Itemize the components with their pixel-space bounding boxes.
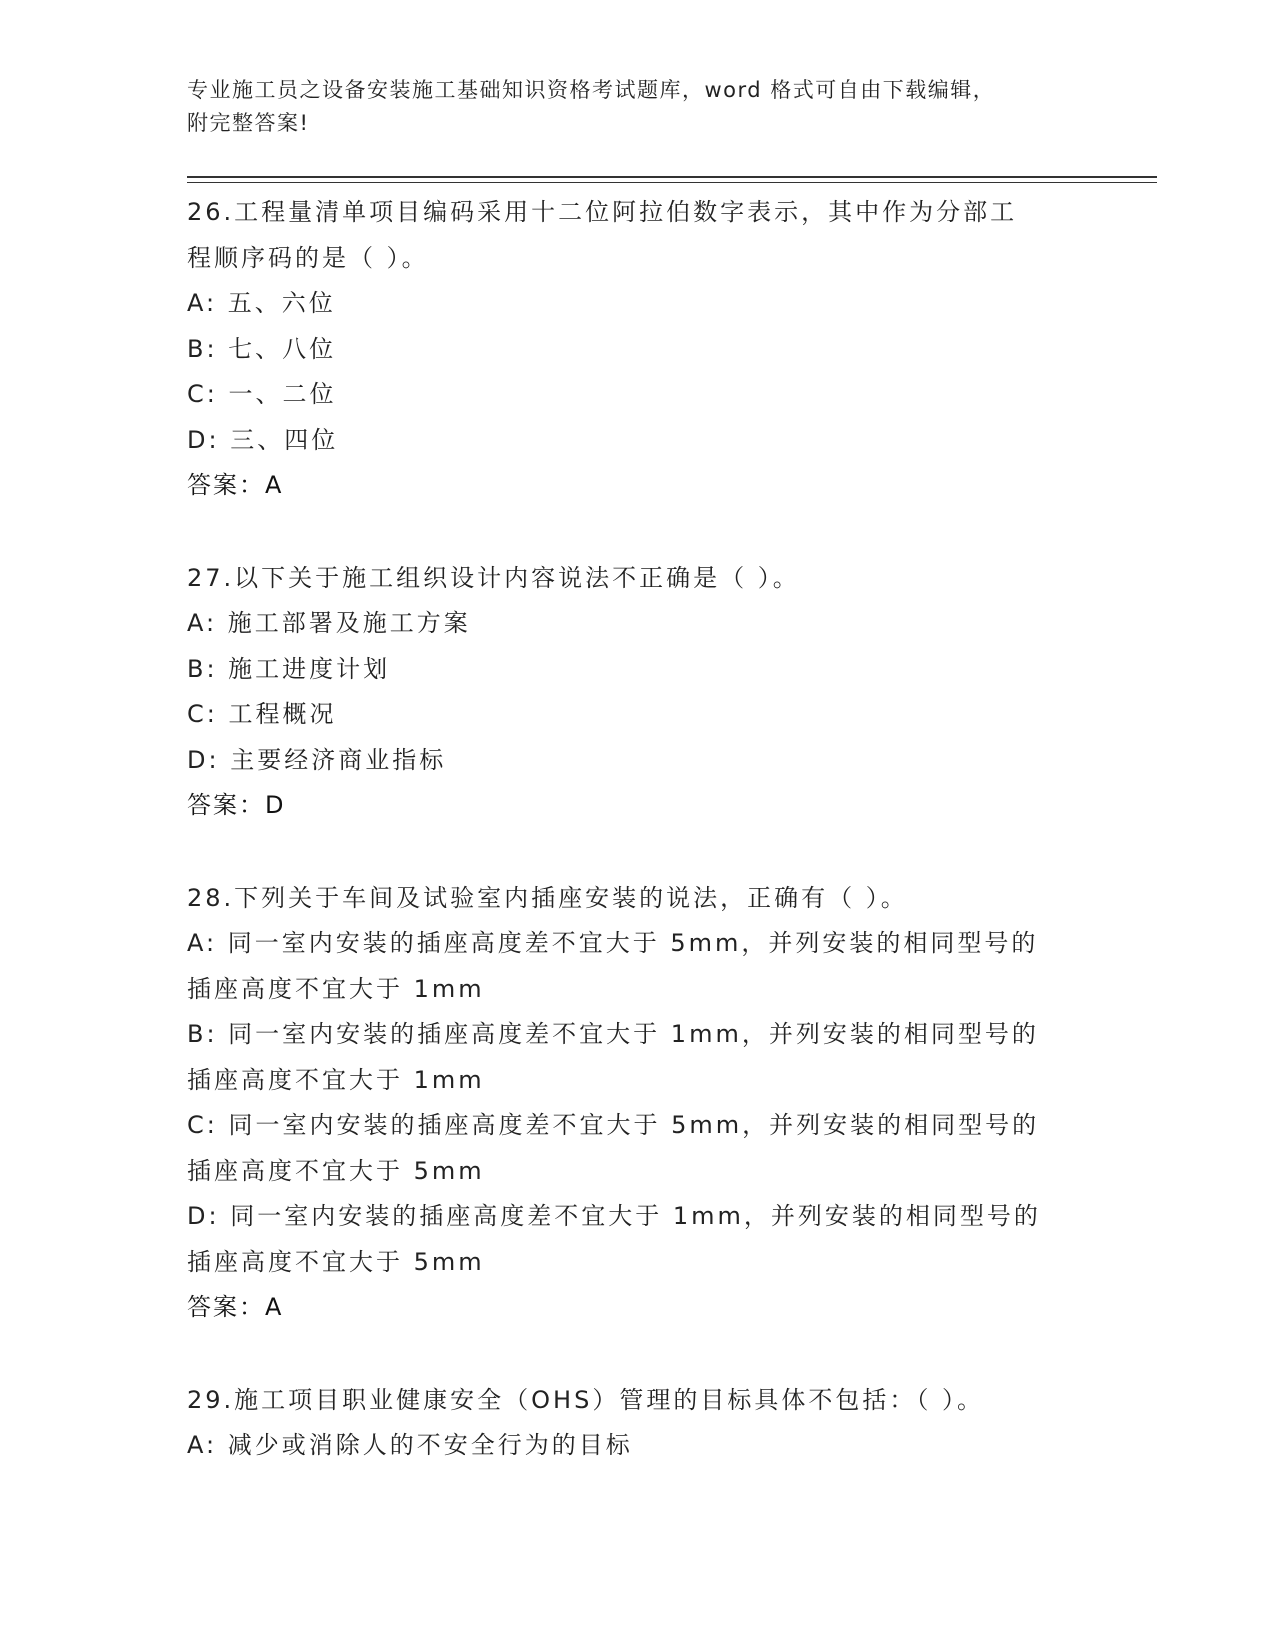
question-stem-line: 26.工程量清单项目编码采用十二位阿拉伯数字表示，其中作为分部工 [187,198,1018,226]
question-stem-line: 29.施工项目职业健康安全（OHS）管理的目标具体不包括：（ ）。 [187,1385,984,1414]
option-b: B: 施工进度计划 [187,654,391,683]
option-a: A: 施工部署及施工方案 [187,609,471,637]
option-a: A: 同一室内安装的插座高度差不宜大于 5mm，并列安装的相同型号的 [187,929,1039,957]
question-list [187,190,1087,1516]
question-26 [187,190,1087,509]
question-stem-line: 28.下列关于车间及试验室内插座安装的说法，正确有（ ）。 [187,883,908,912]
document-header [187,74,1087,140]
option-a: A: 减少或消除人的不安全行为的目标 [187,1431,633,1459]
option-c-continued: 插座高度不宜大于 5mm [187,1156,485,1185]
option-c: C: 同一室内安装的插座高度差不宜大于 5mm，并列安装的相同型号的 [187,1111,1040,1139]
option-d: D: 主要经济商业指标 [187,745,447,774]
option-c: C: 一、二位 [187,380,337,408]
option-a-continued: 插座高度不宜大于 1mm [187,974,485,1003]
option-a: A: 五、六位 [187,289,336,317]
option-b: B: 七、八位 [187,334,337,363]
answer-line: 答案：D [187,791,286,819]
question-stem-line: 27.以下关于施工组织设计内容说法不正确是（ ）。 [187,563,800,592]
answer-line: 答案：A [187,471,284,499]
question-stem-line: 程顺序码的是（ ）。 [187,243,429,272]
question-27 [187,556,1087,829]
answer-line: 答案：A [187,1293,284,1321]
question-28 [187,876,1087,1331]
option-d: D: 同一室内安装的插座高度差不宜大于 1mm，并列安装的相同型号的 [187,1202,1041,1230]
header-line-2: 附完整答案! [187,111,310,135]
option-b: B: 同一室内安装的插座高度差不宜大于 1mm，并列安装的相同型号的 [187,1020,1039,1048]
option-b-continued: 插座高度不宜大于 1mm [187,1065,485,1094]
option-d: D: 三、四位 [187,425,339,454]
option-d-continued: 插座高度不宜大于 5mm [187,1247,485,1276]
header-line-1: 专业施工员之设备安装施工基础知识资格考试题库，word 格式可自由下载编辑， [187,78,996,102]
header-rule-thin [187,182,1157,183]
header-rule-thick [187,176,1157,178]
question-29 [187,1378,1087,1469]
option-c: C: 工程概况 [187,700,337,728]
